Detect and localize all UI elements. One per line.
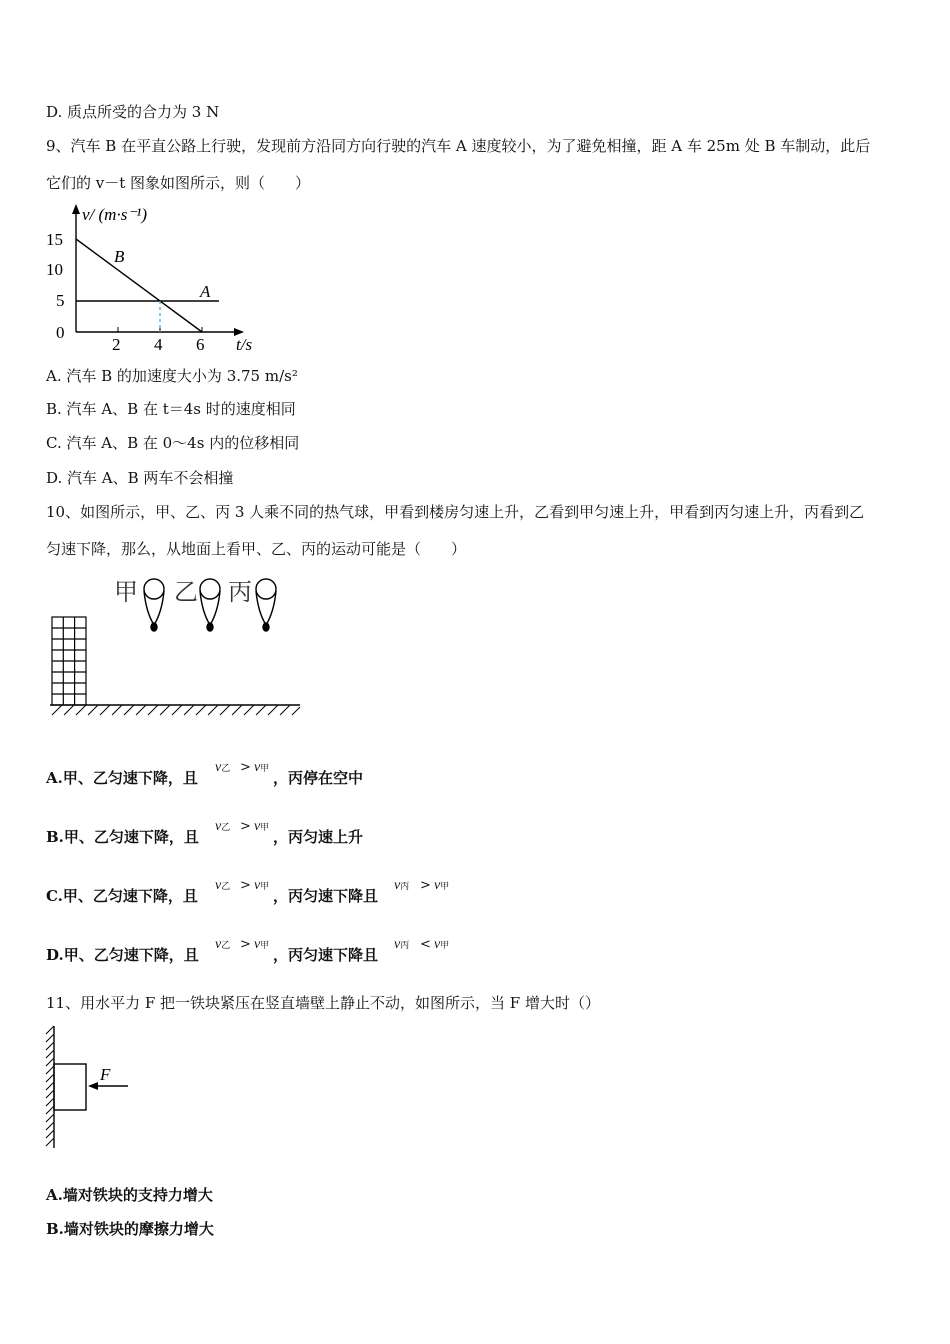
q10-c-gt2: > [420, 878, 431, 893]
label-yi: 乙 [174, 578, 198, 606]
series-b-line [76, 239, 202, 332]
q10-d-v-bing: v丙 [394, 937, 410, 952]
q10-option-c-pre: C.甲、乙匀速下降，且 [46, 887, 198, 905]
balloon-yi [200, 579, 220, 631]
x-tick-6: 6 [196, 335, 205, 354]
q10-d-v-yi: v乙 [215, 937, 231, 952]
y-tick-0: 0 [56, 323, 65, 342]
q10-option-a-post: ，丙停在空中 [273, 769, 364, 787]
q10-c-v-yi: v乙 [215, 878, 231, 893]
q10-b-gt: > [240, 819, 251, 834]
label-jia: 甲 [114, 578, 138, 606]
series-b-label: B [114, 247, 125, 266]
q9-option-d: D. 汽车 A、B 两车不会相撞 [46, 469, 234, 487]
y-tick-5: 5 [56, 291, 65, 310]
q10-option-d-pre: D.甲、乙匀速下降，且 [46, 946, 199, 964]
q10-option-c-post: ，丙匀速下降且 [273, 887, 379, 905]
q10-a-v-jia: v甲 [254, 760, 270, 775]
q9-vt-graph [40, 198, 280, 358]
y-tick-15: 15 [46, 230, 63, 249]
q11-wall-block-figure [40, 1024, 140, 1152]
q10-option-b-pre: B.甲、乙匀速下降，且 [46, 828, 199, 846]
q10-option-d-post: ，丙匀速下降且 [273, 946, 379, 964]
q10-stem-line1: 10、如图所示，甲、乙、丙 3 人乘不同的热气球，甲看到楼房匀速上升，乙看到甲匀速上升，甲看到丙匀速上升，丙看到乙 [46, 503, 865, 521]
q11-option-b: B.墙对铁块的摩擦力增大 [46, 1220, 214, 1238]
series-a-label: A [200, 282, 211, 301]
q10-d-lt: < [420, 937, 431, 952]
q10-c-gt: > [240, 878, 251, 893]
x-axis-label: t/s [236, 335, 253, 354]
label-bing: 丙 [228, 578, 252, 606]
q10-d-v-jia2: v甲 [434, 937, 450, 952]
q9-stem-line1: 9、汽车 B 在平直公路上行驶，发现前方沿同方向行驶的汽车 A 速度较小，为了避免相撞，距 A 车 25m 处 B 车制动，此后 [46, 137, 871, 155]
q10-d-v-jia: v甲 [254, 937, 270, 952]
q11-stem: 11、用水平力 F 把一铁块紧压在竖直墙壁上静止不动，如图所示，当 F 增大时（） [46, 994, 600, 1012]
force-arrow-head [88, 1082, 98, 1090]
force-label: F [100, 1065, 111, 1084]
q10-a-v-yi: v乙 [215, 760, 231, 775]
balloon-jia [144, 579, 164, 631]
q9-option-a: A. 汽车 B 的加速度大小为 3.75 m/s² [46, 367, 298, 385]
q10-c-v-jia2: v甲 [434, 878, 450, 893]
q11-option-a: A.墙对铁块的支持力增大 [46, 1186, 213, 1204]
y-tick-10: 10 [46, 260, 63, 279]
q8-option-d: D. 质点所受的合力为 3 N [46, 103, 220, 121]
q10-b-v-jia: v甲 [254, 819, 270, 834]
q10-b-v-yi: v乙 [215, 819, 231, 834]
iron-block [54, 1064, 86, 1110]
x-tick-4: 4 [154, 335, 163, 354]
q9-stem-line2: 它们的 v－t 图象如图所示，则（ ） [46, 174, 311, 192]
q10-c-v-jia: v甲 [254, 878, 270, 893]
q10-c-v-bing: v丙 [394, 878, 410, 893]
q10-stem-line2: 匀速下降，那么，从地面上看甲、乙、丙的运动可能是（ ） [46, 540, 467, 558]
balloon-bing [256, 579, 276, 631]
x-tick-2: 2 [112, 335, 121, 354]
q10-option-a-pre: A.甲、乙匀速下降，且 [46, 769, 198, 787]
ground-hatch [52, 705, 300, 715]
y-axis-label: v/ (m·s⁻¹) [82, 205, 148, 224]
q10-option-b-post: ，丙匀速上升 [273, 828, 364, 846]
wall-hatch [46, 1026, 54, 1146]
q9-option-b: B. 汽车 A、B 在 t＝4s 时的速度相同 [46, 400, 296, 418]
q9-option-c: C. 汽车 A、B 在 0～4s 内的位移相同 [46, 434, 300, 452]
building [52, 617, 86, 705]
q10-d-gt: > [240, 937, 251, 952]
q10-balloon-figure [44, 572, 306, 720]
y-axis-arrow [72, 204, 80, 214]
q10-a-gt: > [240, 760, 251, 775]
